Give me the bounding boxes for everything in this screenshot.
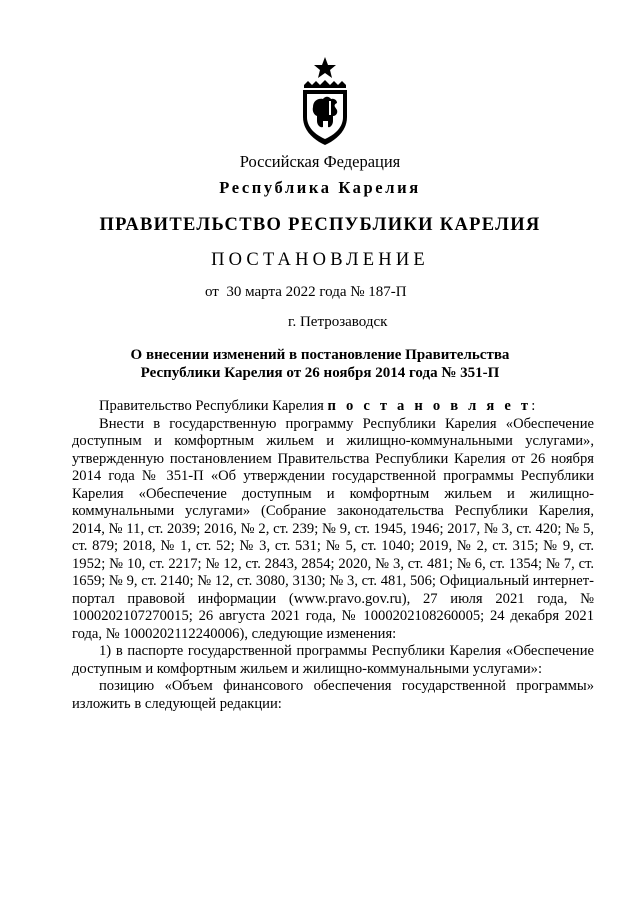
document-type: ПОСТАНОВЛЕНИЕ xyxy=(211,250,429,270)
intro-verb: п о с т а н о в л я е т xyxy=(327,398,532,414)
date-number-line: от 30 марта 2022 года № 187-П xyxy=(205,284,407,300)
paragraph-position: позицию «Объем финансового обеспечения государственной программы» изложить в следующей редакции: xyxy=(72,678,594,712)
country-name: Российская Федерация xyxy=(239,152,401,171)
city-line: г. Петрозаводск xyxy=(288,314,388,330)
subject-line-2: Республики Карелия от 26 ноября 2014 года № 351-П xyxy=(140,365,500,381)
document-body xyxy=(72,398,594,713)
document-subject xyxy=(0,346,640,382)
intro-paragraph xyxy=(72,398,594,416)
paragraph-passport: 1) в паспорте государственной программы Республики Карелия «Обеспечение доступным и комфортным жильем и жилищно-коммунальными услугами»: xyxy=(72,643,594,677)
karelia-coat-of-arms-icon xyxy=(298,55,352,147)
subject-line-1: О внесении изменений в постановление Правительства xyxy=(130,347,510,363)
intro-prefix: Правительство Республики Карелия xyxy=(99,398,328,414)
republic-name: Республика Карелия xyxy=(219,178,421,197)
paragraph-amendments: Внести в государственную программу Республики Карелия «Обеспечение доступным и комфортным жильем и жилищно-коммунальными услугами», утвержденную постановлением Правительства Республики Карелия от 26 ноября 2014 года № 351-П «Об утверждении государственной программы Республики Карелия «Обеспечение доступным и комфортным жильем и жилищно-коммунальными услугами» (Собрание законодательства Республики Карелия, 2014, № 11, ст. 2039; 2016, № 2, ст. 239; № 9, ст. 1945, 1946; 2017, № 3, ст. 420; № 5, ст. 879; 2018, № 1, ст. 52; № 3, ст. 531; № 5, ст. 1040; 2019, № 2, ст. 315; № 9, ст. 1952; № 10, ст. 2217; № 12, ст. 2843, 2854; 2020, № 3, ст. 481; № 6, ст. 1354; № 7, ст. 1659; № 9, ст. 2140; № 12, ст. 3080, 3130; № 3, ст. 481, 506; Официальный интернет-портал правовой информации (www.pravo.gov.ru), 27 июля 2021 года, № 1000202107270015; 26 августа 2021 года, № 1000202108260005; 24 декабря 2021 года, № 1000202112240006), следующие изменения: xyxy=(72,415,594,642)
government-title: ПРАВИТЕЛЬСТВО РЕСПУБЛИКИ КАРЕЛИЯ xyxy=(99,215,541,235)
intro-suffix: : xyxy=(531,398,536,414)
